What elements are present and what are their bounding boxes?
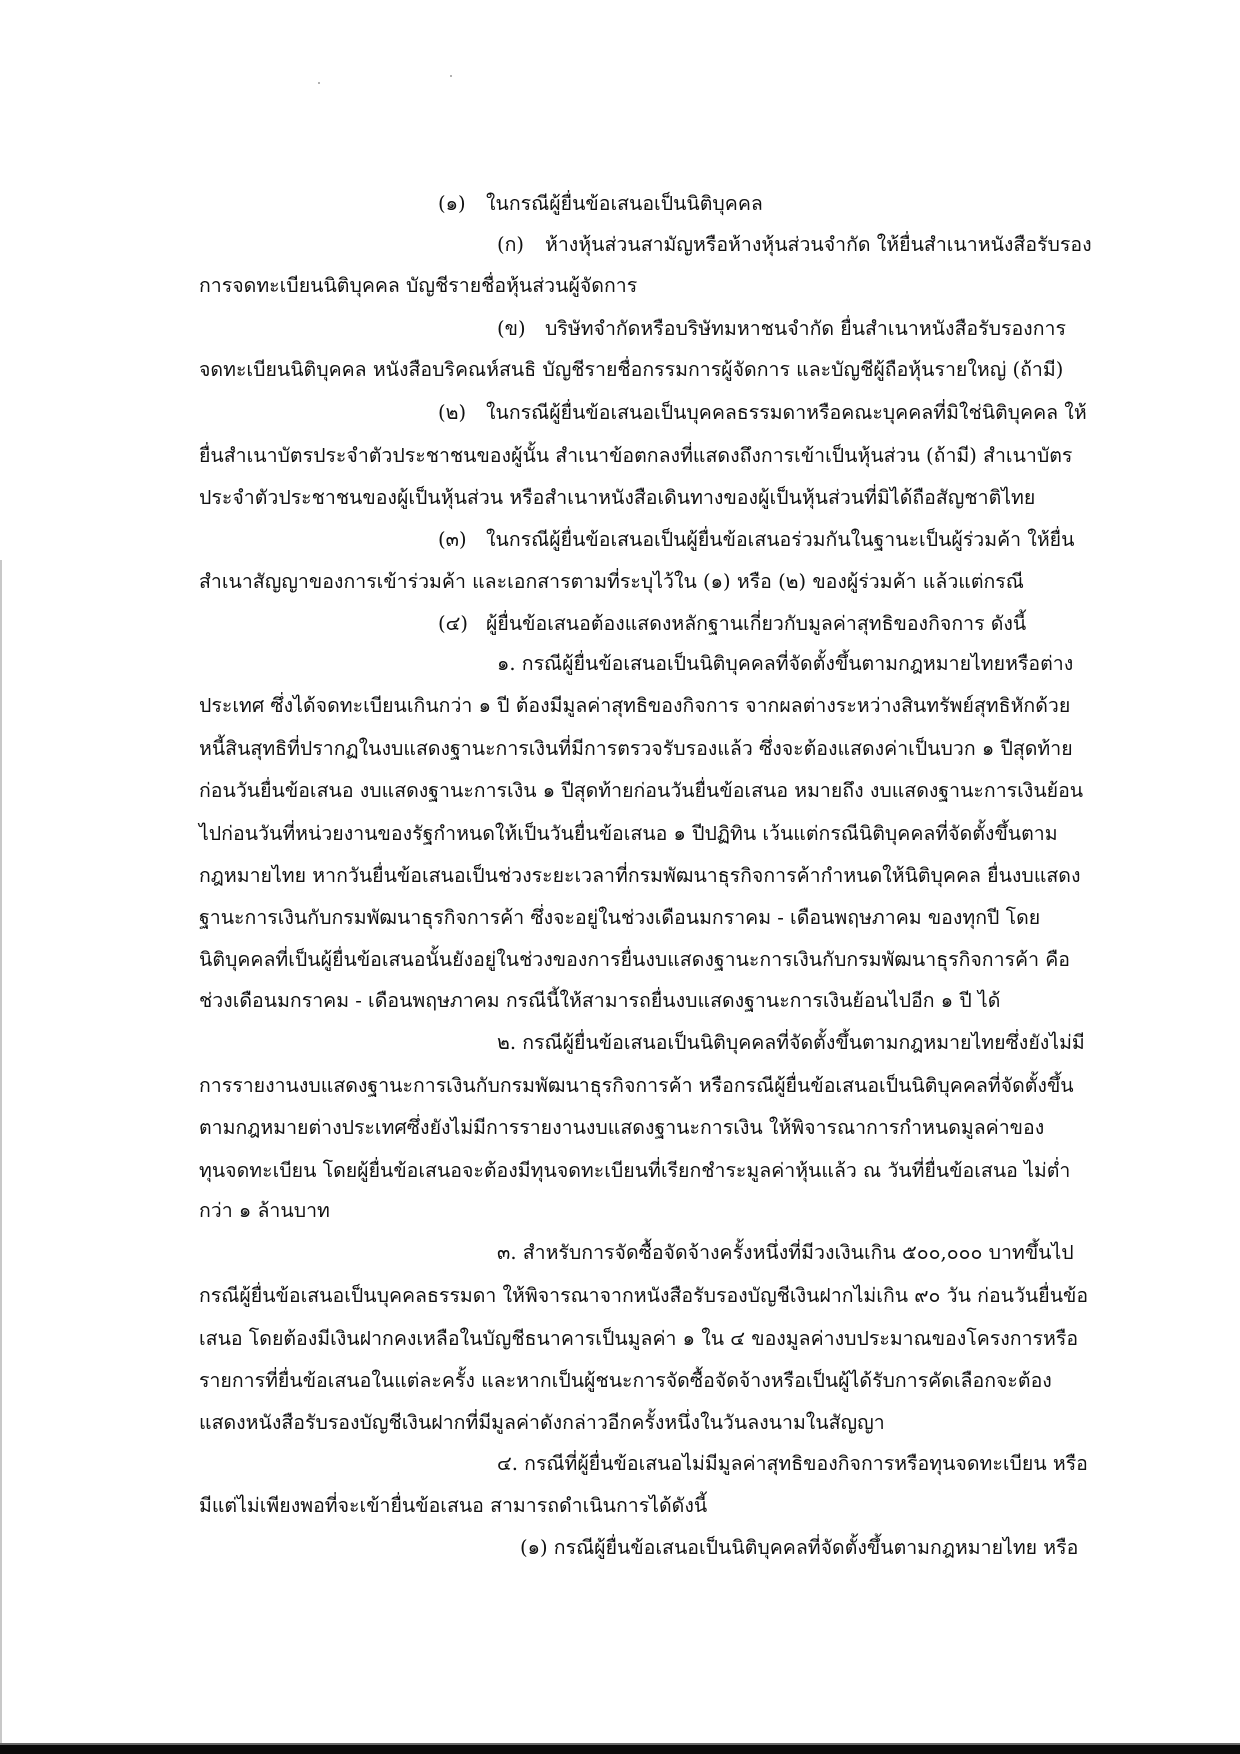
clause-4 bbox=[438, 611, 1026, 637]
item-3-start bbox=[497, 1240, 1074, 1266]
line-text: จดทะเบียนนิติบุคคล หนังสือบริคณห์สนธิ บัญชีรายชื่อกรรมการผู้จัดการ และบัญชีผู้ถือหุ้นรายใหญ่ (ถ้ามี) bbox=[199, 358, 1064, 381]
line-text: ก่อนวันยื่นข้อเสนอ งบแสดงฐานะการเงิน ๑ ปีสุดท้ายก่อนวันยื่นข้อเสนอ หมายถึง งบแสดงฐานะการเงินย้อน bbox=[199, 779, 1084, 802]
body-line bbox=[199, 273, 637, 299]
body-line bbox=[199, 1198, 330, 1224]
line-text: นิติบุคคลที่เป็นผู้ยื่นข้อเสนอนั้นยังอยู่ในช่วงของการยื่นงบแสดงฐานะการเงินกับกรมพัฒนาธุรกิจการค้า คือ bbox=[199, 948, 1070, 971]
line-text: กฎหมายไทย หากวันยื่นข้อเสนอเป็นช่วงระยะเวลาที่กรมพัฒนาธุรกิจการค้ากำหนดให้นิติบุคคล ยื่นงบแสดง bbox=[199, 864, 1081, 887]
scan-speck bbox=[450, 75, 452, 77]
line-text: การจดทะเบียนนิติบุคคล บัญชีรายชื่อหุ้นส่วนผู้จัดการ bbox=[199, 274, 638, 297]
line-text: ห้างหุ้นส่วนสามัญหรือห้างหุ้นส่วนจำกัด ให้ยื่นสำเนาหนังสือรับรอง bbox=[545, 233, 1092, 256]
body-line bbox=[199, 905, 1040, 931]
line-text: ๒. กรณีผู้ยื่นข้อเสนอเป็นนิติบุคคลที่จัดตั้งขึ้นตามกฎหมายไทยซึ่งยังไม่มี bbox=[497, 1031, 1085, 1054]
clause-1-heading bbox=[438, 191, 763, 217]
clause-number: (๓) bbox=[438, 528, 467, 551]
body-line bbox=[199, 1073, 1074, 1099]
scan-speck bbox=[318, 82, 320, 84]
clause-1a bbox=[497, 232, 1092, 258]
line-text: มีแต่ไม่เพียงพอที่จะเข้ายื่นข้อเสนอ สามารถดำเนินการได้ดังนี้ bbox=[199, 1494, 708, 1517]
body-line bbox=[199, 1368, 1052, 1394]
clause-2 bbox=[438, 400, 1087, 426]
body-line bbox=[199, 988, 1000, 1014]
clause-1b bbox=[497, 316, 1066, 342]
clause-3 bbox=[438, 527, 1074, 553]
line-text: ผู้ยื่นข้อเสนอต้องแสดงหลักฐานเกี่ยวกับมูลค่าสุทธิของกิจการ ดังนี้ bbox=[486, 612, 1027, 635]
line-text: ๓. สำหรับการจัดซื้อจัดจ้างครั้งหนึ่งที่มีวงเงินเกิน ๕๐๐,๐๐๐ บาทขึ้นไป bbox=[497, 1241, 1074, 1264]
line-text: ทุนจดทะเบียน โดยผู้ยื่นข้อเสนอจะต้องมีทุนจดทะเบียนที่เรียกชำระมูลค่าหุ้นแล้ว ณ วันที่ยื่นข้อเสนอ ไม่ต่ำ bbox=[199, 1159, 1071, 1182]
body-line bbox=[199, 778, 1083, 804]
body-line bbox=[199, 1158, 1070, 1184]
line-text: สำเนาสัญญาของการเข้าร่วมค้า และเอกสารตามที่ระบุไว้ใน (๑) หรือ (๒) ของผู้ร่วมค้า แล้วแต่กรณี bbox=[199, 570, 1024, 593]
line-text: (๑) กรณีผู้ยื่นข้อเสนอเป็นนิติบุคคลที่จัดตั้งขึ้นตามกฎหมายไทย หรือ bbox=[520, 1536, 1079, 1559]
line-text: ประจำตัวประชาชนของผู้เป็นหุ้นส่วน หรือสำเนาหนังสือเดินทางของผู้เป็นหุ้นส่วนที่มิได้ถือสัญชาติไทย bbox=[199, 486, 1036, 509]
body-line bbox=[199, 736, 1073, 762]
clause-number: (๑) bbox=[438, 192, 466, 215]
line-text: เสนอ โดยต้องมีเงินฝากคงเหลือในบัญชีธนาคารเป็นมูลค่า ๑ ใน ๔ ของมูลค่างบประมาณของโครงการหรือ bbox=[199, 1327, 1079, 1350]
line-text: ๑. กรณีผู้ยื่นข้อเสนอเป็นนิติบุคคลที่จัดตั้งขึ้นตามกฎหมายไทยหรือต่าง bbox=[497, 652, 1074, 675]
item-1-start bbox=[497, 651, 1073, 677]
body-line bbox=[199, 1493, 707, 1519]
line-text: ประเทศ ซึ่งได้จดทะเบียนเกินกว่า ๑ ปี ต้องมีมูลค่าสุทธิของกิจการ จากผลต่างระหว่างสินทรัพย์สุทธิหักด้วย bbox=[199, 694, 1071, 717]
body-line bbox=[199, 863, 1080, 889]
line-text: ยื่นสำเนาบัตรประจำตัวประชาชนของผู้นั้น สำเนาข้อตกลงที่แสดงถึงการเข้าเป็นหุ้นส่วน (ถ้ามี) สำเนาบัตร bbox=[199, 444, 1073, 467]
line-text: ๔. กรณีที่ผู้ยื่นข้อเสนอไม่มีมูลค่าสุทธิของกิจการหรือทุนจดทะเบียน หรือ bbox=[497, 1452, 1088, 1475]
scan-edge-shadow bbox=[0, 560, 2, 1750]
item-2-start bbox=[497, 1030, 1085, 1056]
line-text: รายการที่ยื่นข้อเสนอในแต่ละครั้ง และหากเป็นผู้ชนะการจัดซื้อจัดจ้างหรือเป็นผู้ได้รับการคัดเลือกจะต้อง bbox=[199, 1369, 1052, 1392]
body-line bbox=[199, 821, 1058, 847]
line-text: ในกรณีผู้ยื่นข้อเสนอเป็นนิติบุคคล bbox=[486, 192, 763, 215]
sub-item-1-start bbox=[520, 1535, 1078, 1561]
line-text: ตามกฎหมายต่างประเทศซึ่งยังไม่มีการรายงานงบแสดงฐานะการเงิน ให้พิจารณาการกำหนดมูลค่าของ bbox=[199, 1116, 1045, 1139]
clause-number: (ก) bbox=[497, 233, 525, 256]
line-text: แสดงหนังสือรับรองบัญชีเงินฝากที่มีมูลค่าดังกล่าวอีกครั้งหนึ่งในวันลงนามในสัญญา bbox=[199, 1411, 885, 1434]
body-line bbox=[199, 1283, 1088, 1309]
body-line bbox=[199, 569, 1024, 595]
clause-number: (ข) bbox=[497, 317, 526, 340]
scan-bottom-border bbox=[0, 1745, 1240, 1754]
line-text: ฐานะการเงินกับกรมพัฒนาธุรกิจการค้า ซึ่งจะอยู่ในช่วงเดือนมกราคม - เดือนพฤษภาคม ของทุกปี โดย bbox=[199, 906, 1041, 929]
body-line bbox=[199, 693, 1070, 719]
body-line bbox=[199, 1326, 1078, 1352]
body-line bbox=[199, 947, 1070, 973]
body-line bbox=[199, 443, 1072, 469]
line-text: ในกรณีผู้ยื่นข้อเสนอเป็นผู้ยื่นข้อเสนอร่วมกันในฐานะเป็นผู้ร่วมค้า ให้ยื่น bbox=[486, 528, 1075, 551]
clause-number: (๔) bbox=[438, 612, 468, 635]
line-text: การรายงานงบแสดงฐานะการเงินกับกรมพัฒนาธุรกิจการค้า หรือกรณีผู้ยื่นข้อเสนอเป็นนิติบุคคลที่จัดตั้งขึ้น bbox=[199, 1074, 1074, 1097]
body-line bbox=[199, 485, 1035, 511]
clause-number: (๒) bbox=[438, 401, 467, 424]
body-line bbox=[199, 1115, 1044, 1141]
item-4-start bbox=[497, 1451, 1088, 1477]
line-text: ไปก่อนวันที่หน่วยงานของรัฐกำหนดให้เป็นวันยื่นข้อเสนอ ๑ ปีปฏิทิน เว้นแต่กรณีนิติบุคคลที่จัดตั้งขึ้นตาม bbox=[199, 822, 1058, 845]
line-text: กรณีผู้ยื่นข้อเสนอเป็นบุคคลธรรมดา ให้พิจารณาจากหนังสือรับรองบัญชีเงินฝากไม่เกิน ๙๐ วัน ก่อนวันยื่นข้อ bbox=[199, 1284, 1089, 1307]
line-text: บริษัทจำกัดหรือบริษัทมหาชนจำกัด ยื่นสำเนาหนังสือรับรองการ bbox=[545, 317, 1066, 340]
body-line bbox=[199, 1410, 885, 1436]
line-text: ช่วงเดือนมกราคม - เดือนพฤษภาคม กรณีนี้ให้สามารถยื่นงบแสดงฐานะการเงินย้อนไปอีก ๑ ปี ได้ bbox=[199, 989, 1001, 1012]
line-text: กว่า ๑ ล้านบาท bbox=[199, 1199, 330, 1222]
line-text: หนี้สินสุทธิที่ปรากฏในงบแสดงฐานะการเงินที่มีการตรวจรับรองแล้ว ซึ่งจะต้องแสดงค่าเป็นบวก ๑ ปีสุดท้าย bbox=[199, 737, 1073, 760]
body-line bbox=[199, 357, 1063, 383]
line-text: ในกรณีผู้ยื่นข้อเสนอเป็นบุคคลธรรมดาหรือคณะบุคคลที่มิใช่นิติบุคคล ให้ bbox=[486, 401, 1087, 424]
